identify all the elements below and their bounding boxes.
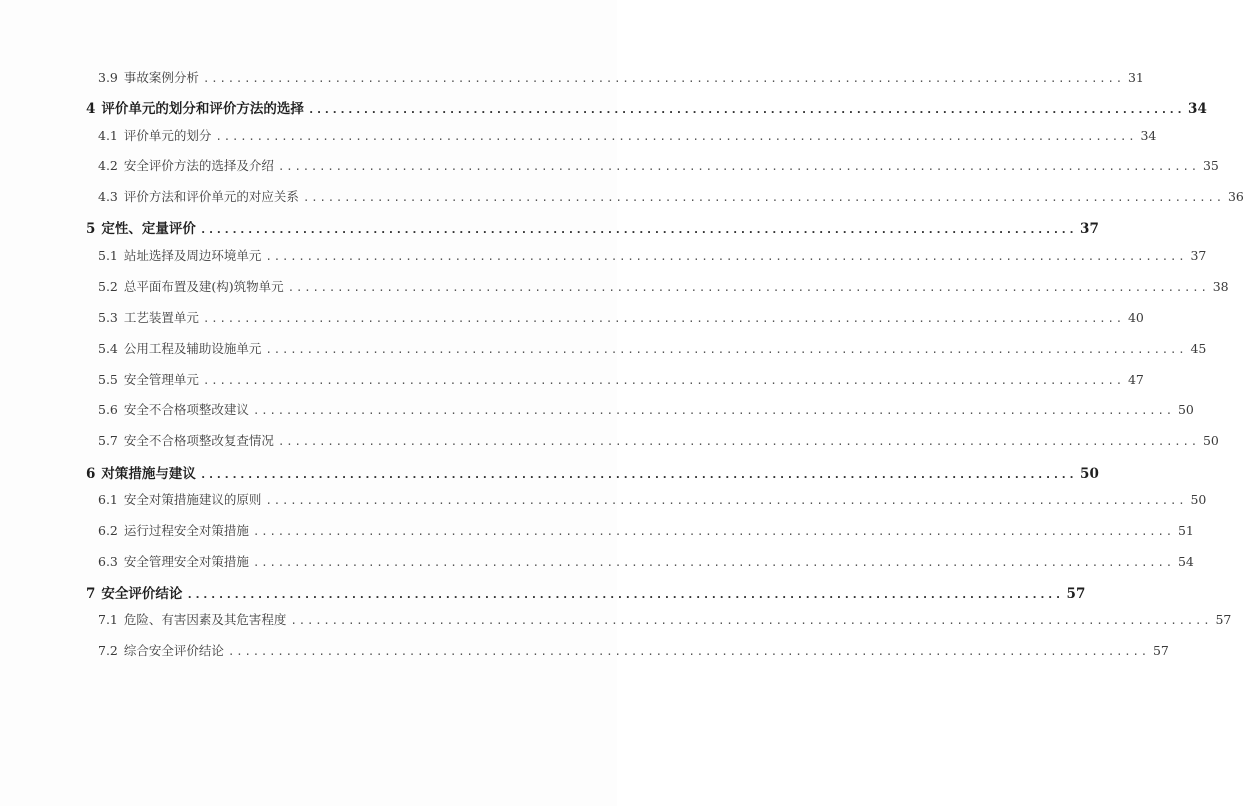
- toc-entry-number: 6.2: [98, 523, 118, 538]
- toc-entry-number: 5.7: [98, 433, 118, 448]
- toc-chapter-4[interactable]: [86, 99, 1207, 119]
- dot-leader: ................................................................................................................: [277, 435, 1199, 448]
- toc-entry-number: 5.2: [98, 279, 118, 294]
- toc-entry-page: 35: [1202, 158, 1219, 173]
- toc-chapter-title: 定性、定量评价: [101, 221, 196, 237]
- toc-entry-page: 31: [1127, 70, 1144, 85]
- toc-entry-7-1[interactable]: [98, 610, 1232, 630]
- toc-entry-5-7[interactable]: [98, 431, 1219, 451]
- toc-chapter-page: 57: [1066, 586, 1086, 602]
- dot-leader: ................................................................................................................: [252, 556, 1174, 569]
- toc-entry-page: 57: [1152, 643, 1169, 658]
- dot-leader: ................................................................................................................: [302, 191, 1224, 204]
- toc-entry-page: 50: [1202, 433, 1219, 448]
- toc-entry-number: 4.3: [98, 189, 118, 204]
- toc-entry-5-6[interactable]: [98, 400, 1194, 420]
- toc-entry-6-3[interactable]: [98, 552, 1194, 572]
- toc-entry-title: 危险、有害因素及其危害程度: [123, 612, 287, 627]
- toc-chapter-6[interactable]: [86, 464, 1099, 484]
- toc-entry-title: 总平面布置及建(构)筑物单元: [123, 279, 284, 294]
- toc-entry-number: 5.4: [98, 341, 118, 356]
- toc-entry-4-3[interactable]: [98, 187, 1244, 207]
- toc-entry-title: 事故案例分析: [123, 70, 199, 85]
- toc-entry-5-5[interactable]: [98, 370, 1144, 390]
- toc-entry-4-2[interactable]: [98, 156, 1219, 176]
- dot-leader: ................................................................................................................: [290, 614, 1212, 627]
- dot-leader: ................................................................................................................: [199, 223, 1077, 236]
- dot-leader: ................................................................................................................: [287, 281, 1209, 294]
- toc-entry-4-1[interactable]: [98, 126, 1157, 146]
- toc-chapter-number: 6: [86, 466, 96, 482]
- toc-entry-page: 51: [1177, 523, 1194, 538]
- dot-leader: ................................................................................................................: [265, 343, 1187, 356]
- toc-entry-title: 安全管理安全对策措施: [123, 554, 249, 569]
- toc-entry-title: 安全管理单元: [123, 372, 199, 387]
- toc-entry-page: 47: [1127, 372, 1144, 387]
- dot-leader: ................................................................................................................: [199, 468, 1077, 481]
- toc-chapter-number: 7: [86, 586, 96, 602]
- dot-leader: ................................................................................................................: [227, 645, 1149, 658]
- toc-entry-title: 工艺装置单元: [123, 310, 199, 325]
- dot-leader: ................................................................................................................: [215, 130, 1137, 143]
- toc-chapter-page: 34: [1188, 101, 1207, 117]
- toc-entry-page: 37: [1190, 248, 1207, 263]
- toc-entry-title: 评价方法和评价单元的对应关系: [123, 189, 299, 204]
- toc-entry-title: 综合安全评价结论: [123, 643, 224, 658]
- toc-entry-number: 5.1: [98, 248, 118, 263]
- toc-entry-3-9[interactable]: [98, 68, 1144, 88]
- dot-leader: ................................................................................................................: [202, 312, 1124, 325]
- toc-entry-number: 4.1: [98, 128, 118, 143]
- toc-chapter-title: 对策措施与建议: [101, 466, 196, 482]
- toc-entry-number: 6.1: [98, 492, 118, 507]
- toc-entry-page: 54: [1177, 554, 1194, 569]
- toc-entry-5-4[interactable]: [98, 339, 1207, 359]
- dot-leader: ................................................................................................................: [265, 494, 1187, 507]
- toc-entry-page: 50: [1190, 492, 1207, 507]
- dot-leader: ................................................................................................................: [202, 72, 1124, 85]
- toc-entry-title: 站址选择及周边环境单元: [123, 248, 262, 263]
- toc-entry-title: 公用工程及辅助设施单元: [123, 341, 262, 356]
- toc-entry-title: 安全对策措施建议的原则: [123, 492, 262, 507]
- toc-entry-title: 安全不合格项整改复查情况: [123, 433, 274, 448]
- toc-entry-title: 运行过程安全对策措施: [123, 523, 249, 538]
- toc-entry-number: 3.9: [98, 70, 118, 85]
- toc-entry-page: 50: [1177, 402, 1194, 417]
- dot-leader: ................................................................................................................: [277, 160, 1199, 173]
- toc-entry-title: 安全不合格项整改建议: [123, 402, 249, 417]
- toc-chapter-title: 评价单元的划分和评价方法的选择: [101, 101, 304, 117]
- toc-entry-5-2[interactable]: [98, 277, 1229, 297]
- toc-chapter-page: 37: [1080, 221, 1099, 237]
- toc-entry-number: 5.5: [98, 372, 118, 387]
- toc-chapter-7[interactable]: [86, 584, 1086, 604]
- toc-entry-title: 评价单元的划分: [123, 128, 212, 143]
- toc-entry-page: 57: [1215, 612, 1232, 627]
- toc-entry-number: 5.3: [98, 310, 118, 325]
- dot-leader: ................................................................................................................: [265, 250, 1187, 263]
- dot-leader: ................................................................................................................: [252, 404, 1174, 417]
- dot-leader: ................................................................................................................: [252, 525, 1174, 538]
- toc-entry-number: 7.2: [98, 643, 118, 658]
- toc-chapter-number: 4: [86, 101, 96, 117]
- toc-chapter-page: 50: [1080, 466, 1099, 482]
- toc-entry-page: 38: [1212, 279, 1229, 294]
- toc-chapter-number: 5: [86, 221, 96, 237]
- toc-entry-5-3[interactable]: [98, 308, 1144, 328]
- toc-entry-number: 6.3: [98, 554, 118, 569]
- toc-entry-page: 40: [1127, 310, 1144, 325]
- dot-leader: ................................................................................................................: [186, 588, 1063, 601]
- toc-entry-6-1[interactable]: [98, 490, 1207, 510]
- toc-entry-5-1[interactable]: [98, 246, 1207, 266]
- toc-entry-6-2[interactable]: [98, 521, 1194, 541]
- toc-entry-page: 45: [1190, 341, 1207, 356]
- toc-entry-page: 36: [1227, 189, 1244, 204]
- toc-entry-number: 7.1: [98, 612, 118, 627]
- toc-entry-page: 34: [1140, 128, 1157, 143]
- toc-chapter-title: 安全评价结论: [101, 586, 183, 602]
- dot-leader: ................................................................................................................: [202, 374, 1124, 387]
- toc-entry-title: 安全评价方法的选择及介绍: [123, 158, 274, 173]
- dot-leader: ................................................................................................................: [307, 103, 1185, 116]
- toc-chapter-5[interactable]: [86, 219, 1099, 239]
- toc-entry-number: 5.6: [98, 402, 118, 417]
- toc-entry-7-2[interactable]: [98, 641, 1169, 661]
- toc-entry-number: 4.2: [98, 158, 118, 173]
